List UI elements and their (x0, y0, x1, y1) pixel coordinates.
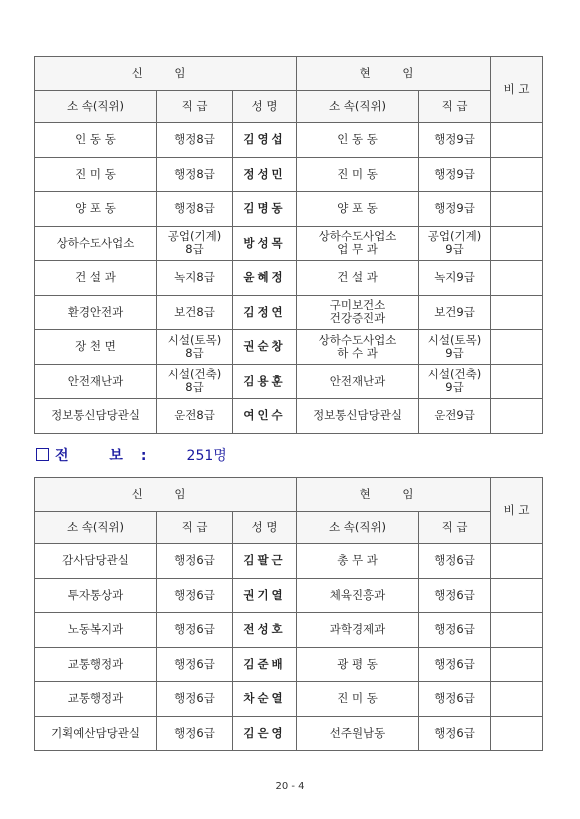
transfer-count: 251명 (186, 448, 227, 464)
current-dept-cell: 진 미 동 (297, 682, 419, 717)
page-number: 20 - 4 (275, 781, 305, 792)
new-dept-cell: 기획예산담당관실 (35, 716, 157, 751)
name-cell: 김용훈 (233, 364, 297, 399)
new-dept-cell: 정보통신담당관실 (35, 399, 157, 434)
new-dept-cell: 감사담당관실 (35, 544, 157, 579)
transfer-heading (36, 445, 227, 465)
current-dept-cell: 건 설 과 (297, 261, 419, 296)
remark-cell (491, 399, 543, 434)
new-grade-cell: 행정6급 (157, 578, 233, 613)
header-new-grade: 직 급 (157, 512, 233, 544)
table-row (35, 261, 543, 296)
name-cell: 김준배 (233, 647, 297, 682)
remark-cell (491, 123, 543, 158)
new-grade-cell: 행정6급 (157, 544, 233, 579)
new-dept-cell: 교통행정과 (35, 682, 157, 717)
name-cell: 권순창 (233, 330, 297, 365)
name-cell: 김팔근 (233, 544, 297, 579)
table-row (35, 544, 543, 579)
name-cell: 정성민 (233, 157, 297, 192)
new-grade-cell: 행정8급 (157, 192, 233, 227)
table-row (35, 647, 543, 682)
table-row (35, 330, 543, 365)
remark-cell (491, 226, 543, 261)
current-dept-cell: 총 무 과 (297, 544, 419, 579)
current-grade-cell: 녹지9급 (419, 261, 491, 296)
new-dept-cell: 환경안전과 (35, 295, 157, 330)
personnel-table-1 (34, 56, 543, 434)
table-row (35, 295, 543, 330)
current-grade-cell: 보건9급 (419, 295, 491, 330)
table-row (35, 578, 543, 613)
current-grade-cell: 공업(기계) 9급 (419, 226, 491, 261)
current-dept-cell: 체육진흥과 (297, 578, 419, 613)
remark-cell (491, 544, 543, 579)
current-grade-cell: 시설(토목) 9급 (419, 330, 491, 365)
new-dept-cell: 건 설 과 (35, 261, 157, 296)
header-new-dept: 소 속(직위) (35, 512, 157, 544)
name-cell: 차순열 (233, 682, 297, 717)
current-grade-cell: 행정9급 (419, 192, 491, 227)
current-dept-cell: 과학경제과 (297, 613, 419, 648)
header-new: 신 임 (35, 478, 297, 512)
current-dept-cell: 안전재난과 (297, 364, 419, 399)
remark-cell (491, 261, 543, 296)
remark-cell (491, 364, 543, 399)
header-name: 성 명 (233, 91, 297, 123)
header-new-dept: 소 속(직위) (35, 91, 157, 123)
remark-cell (491, 682, 543, 717)
new-dept-cell: 진 미 동 (35, 157, 157, 192)
new-grade-cell: 공업(기계) 8급 (157, 226, 233, 261)
name-cell: 김명동 (233, 192, 297, 227)
remark-cell (491, 716, 543, 751)
current-grade-cell: 행정6급 (419, 682, 491, 717)
header-current-grade: 직 급 (419, 512, 491, 544)
name-cell: 권기열 (233, 578, 297, 613)
current-grade-cell: 행정9급 (419, 123, 491, 158)
remark-cell (491, 330, 543, 365)
transfer-label: 전 보: (55, 448, 165, 464)
remark-cell (491, 647, 543, 682)
current-dept-cell: 선주원남동 (297, 716, 419, 751)
remark-cell (491, 157, 543, 192)
name-cell: 전성호 (233, 613, 297, 648)
new-dept-cell: 상하수도사업소 (35, 226, 157, 261)
current-grade-cell: 행정9급 (419, 157, 491, 192)
current-grade-cell: 행정6급 (419, 613, 491, 648)
header-remark: 비 고 (491, 57, 543, 123)
new-dept-cell: 투자통상과 (35, 578, 157, 613)
table-row (35, 682, 543, 717)
current-dept-cell: 상하수도사업소 하 수 과 (297, 330, 419, 365)
current-grade-cell: 시설(건축) 9급 (419, 364, 491, 399)
name-cell: 김은영 (233, 716, 297, 751)
header-current: 현 임 (297, 478, 491, 512)
name-cell: 방성목 (233, 226, 297, 261)
table-row (35, 364, 543, 399)
current-grade-cell: 운전9급 (419, 399, 491, 434)
header-current-grade: 직 급 (419, 91, 491, 123)
table-row (35, 123, 543, 158)
new-dept-cell: 교통행정과 (35, 647, 157, 682)
new-dept-cell: 안전재난과 (35, 364, 157, 399)
current-dept-cell: 광 평 동 (297, 647, 419, 682)
table-row (35, 226, 543, 261)
current-dept-cell: 상하수도사업소 업 무 과 (297, 226, 419, 261)
current-dept-cell: 인 동 동 (297, 123, 419, 158)
header-current-dept: 소 속(직위) (297, 91, 419, 123)
name-cell: 여인수 (233, 399, 297, 434)
current-grade-cell: 행정6급 (419, 716, 491, 751)
new-grade-cell: 녹지8급 (157, 261, 233, 296)
remark-cell (491, 613, 543, 648)
new-grade-cell: 행정6급 (157, 682, 233, 717)
new-grade-cell: 행정6급 (157, 647, 233, 682)
current-grade-cell: 행정6급 (419, 578, 491, 613)
current-dept-cell: 구미보건소 건강증진과 (297, 295, 419, 330)
remark-cell (491, 578, 543, 613)
header-current: 현 임 (297, 57, 491, 91)
table-row (35, 399, 543, 434)
table-row (35, 157, 543, 192)
new-grade-cell: 행정6급 (157, 716, 233, 751)
name-cell: 김영섭 (233, 123, 297, 158)
new-grade-cell: 보건8급 (157, 295, 233, 330)
new-dept-cell: 양 포 동 (35, 192, 157, 227)
remark-cell (491, 192, 543, 227)
current-dept-cell: 진 미 동 (297, 157, 419, 192)
name-cell: 김정연 (233, 295, 297, 330)
table-row (35, 613, 543, 648)
table-row (35, 716, 543, 751)
new-grade-cell: 행정8급 (157, 157, 233, 192)
new-dept-cell: 인 동 동 (35, 123, 157, 158)
name-cell: 윤혜정 (233, 261, 297, 296)
remark-cell (491, 295, 543, 330)
header-name: 성 명 (233, 512, 297, 544)
current-dept-cell: 정보통신담당관실 (297, 399, 419, 434)
new-dept-cell: 노동복지과 (35, 613, 157, 648)
current-grade-cell: 행정6급 (419, 544, 491, 579)
current-dept-cell: 양 포 동 (297, 192, 419, 227)
new-grade-cell: 행정6급 (157, 613, 233, 648)
header-current-dept: 소 속(직위) (297, 512, 419, 544)
new-grade-cell: 행정8급 (157, 123, 233, 158)
header-new-grade: 직 급 (157, 91, 233, 123)
table-row (35, 192, 543, 227)
personnel-table-2 (34, 477, 543, 751)
header-new: 신 임 (35, 57, 297, 91)
checkbox-square-icon (36, 448, 49, 461)
new-grade-cell: 시설(건축) 8급 (157, 364, 233, 399)
new-grade-cell: 운전8급 (157, 399, 233, 434)
current-grade-cell: 행정6급 (419, 647, 491, 682)
new-grade-cell: 시설(토목) 8급 (157, 330, 233, 365)
new-dept-cell: 장 천 면 (35, 330, 157, 365)
header-remark: 비 고 (491, 478, 543, 544)
